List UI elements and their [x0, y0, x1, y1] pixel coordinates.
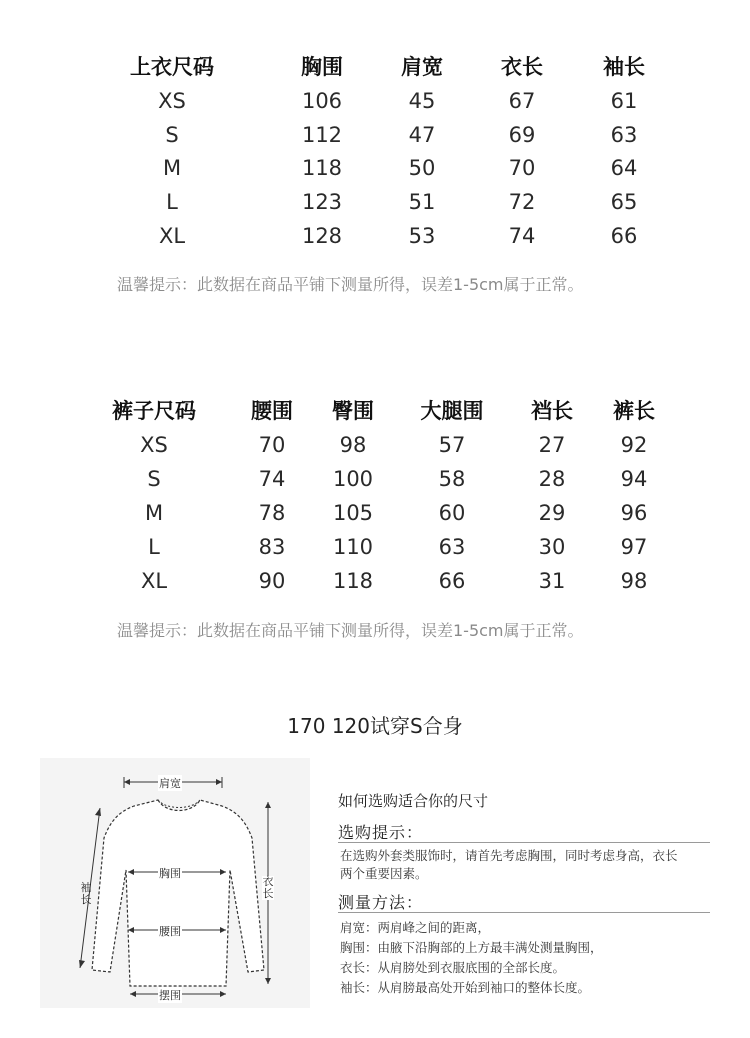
table-row	[0, 566, 750, 596]
table-cell: 70	[508, 156, 536, 181]
table-row	[0, 430, 750, 460]
table-cell: 30	[538, 535, 566, 559]
table-cell: 128	[301, 224, 343, 248]
tips-heading: 选购提示：	[338, 823, 424, 842]
table-cell: 112	[301, 122, 343, 147]
table-cell: 64	[610, 156, 638, 181]
guide-line: 胸围：由腋下沿胸部的上方最丰满处测量胸围，	[340, 940, 603, 955]
table-cell: 97	[620, 535, 648, 559]
table-cell: 27	[538, 433, 566, 457]
table-cell: 118	[301, 156, 343, 181]
guide-line: 衣长：从肩膀处到衣服底围的全部长度。	[340, 960, 566, 975]
diagram-label-shoulder: 肩宽	[159, 777, 181, 790]
table-row	[0, 86, 750, 116]
header-cell: 臀围	[332, 399, 374, 423]
table-cell: 53	[408, 224, 436, 248]
guide-title: 如何选购适合你的尺寸	[338, 792, 489, 810]
table-cell: XL	[140, 569, 168, 593]
table-cell: 51	[408, 190, 436, 215]
table-cell: 50	[408, 156, 436, 181]
table-cell: 74	[258, 467, 286, 491]
table-row	[0, 221, 750, 251]
table-cell: 94	[620, 467, 648, 491]
method-divider	[338, 912, 710, 913]
table-cell: S	[147, 467, 161, 491]
table-cell: 110	[332, 535, 374, 559]
header-cell: 衣长	[501, 55, 543, 79]
table-cell: 70	[258, 433, 286, 457]
table-row	[0, 464, 750, 494]
header-cell: 袖长	[603, 55, 645, 79]
diagram-label-length: 衣长	[262, 875, 274, 900]
table-cell: 58	[438, 467, 466, 491]
table-cell: 60	[438, 501, 466, 525]
table-cell: 72	[508, 190, 536, 215]
guide-line: 两个重要因素。	[340, 866, 428, 881]
table-cell: 63	[610, 122, 638, 147]
table-cell: 106	[301, 88, 343, 113]
header-cell: 裤长	[613, 399, 655, 423]
table-cell: 69	[508, 122, 536, 147]
table-row	[0, 153, 750, 183]
table-header-row	[0, 396, 750, 426]
table-cell: 28	[538, 467, 566, 491]
table-cell: 29	[538, 501, 566, 525]
header-cell: 腰围	[251, 399, 293, 423]
tips-divider	[338, 842, 710, 843]
table-cell: 65	[610, 190, 638, 215]
method-heading: 测量方法：	[338, 893, 424, 912]
table-cell: 90	[258, 569, 286, 593]
table-cell: 57	[438, 433, 466, 457]
table-cell: L	[148, 535, 160, 559]
guide-line: 在选购外套类服饰时，请首先考虑胸围，同时考虑身高，衣长	[340, 848, 678, 863]
table-cell: 92	[620, 433, 648, 457]
table-cell: 98	[620, 569, 648, 593]
header-cell: 裆长	[531, 399, 573, 423]
table-cell: XS	[140, 433, 168, 457]
table-row	[0, 187, 750, 217]
table-cell: 105	[332, 501, 374, 525]
diagram-label-hem: 摆围	[159, 989, 181, 1002]
guide-line: 袖长：从肩膀最高处开始到袖口的整体长度。	[340, 980, 591, 995]
header-cell: 胸围	[301, 55, 343, 79]
header-cell: 大腿围	[420, 399, 484, 423]
table-cell: 78	[258, 501, 286, 525]
table-cell: 83	[258, 535, 286, 559]
table-cell: 61	[610, 88, 638, 113]
table-cell: 31	[538, 569, 566, 593]
pants-table-note: 温馨提示：此数据在商品平铺下测量所得，误差1-5cm属于正常。	[117, 621, 584, 640]
table-cell: L	[166, 190, 178, 215]
table-cell: M	[144, 501, 164, 525]
top-table-note: 温馨提示：此数据在商品平铺下测量所得，误差1-5cm属于正常。	[117, 275, 584, 294]
diagram-label-sleeve: 袖长	[80, 881, 92, 906]
table-row	[0, 120, 750, 150]
table-cell: 96	[620, 501, 648, 525]
table-cell: XL	[158, 224, 186, 248]
table-cell: 47	[408, 122, 436, 147]
table-cell: M	[162, 156, 182, 181]
diagram-label-waist: 腰围	[159, 925, 181, 938]
fit-caption: 170 120试穿S合身	[287, 714, 463, 738]
garment-diagram	[40, 758, 310, 1008]
guide-line: 肩宽：两肩峰之间的距离，	[340, 920, 491, 935]
table-cell: 45	[408, 88, 436, 113]
table-cell: 123	[301, 190, 343, 215]
table-cell: 66	[610, 224, 638, 248]
table-header-row	[0, 52, 750, 82]
table-cell: 67	[508, 88, 536, 113]
table-cell: S	[165, 122, 179, 147]
table-cell: 98	[339, 433, 367, 457]
table-row	[0, 532, 750, 562]
table-cell: 66	[438, 569, 466, 593]
header-cell: 上衣尺码	[130, 55, 214, 79]
header-cell: 肩宽	[401, 55, 443, 79]
table-cell: 63	[438, 535, 466, 559]
table-cell: 100	[332, 467, 374, 491]
diagram-label-chest: 胸围	[159, 867, 181, 880]
table-row	[0, 498, 750, 528]
table-cell: 118	[332, 569, 374, 593]
table-cell: 74	[508, 224, 536, 248]
header-cell: 裤子尺码	[112, 399, 196, 423]
table-cell: XS	[158, 88, 186, 113]
